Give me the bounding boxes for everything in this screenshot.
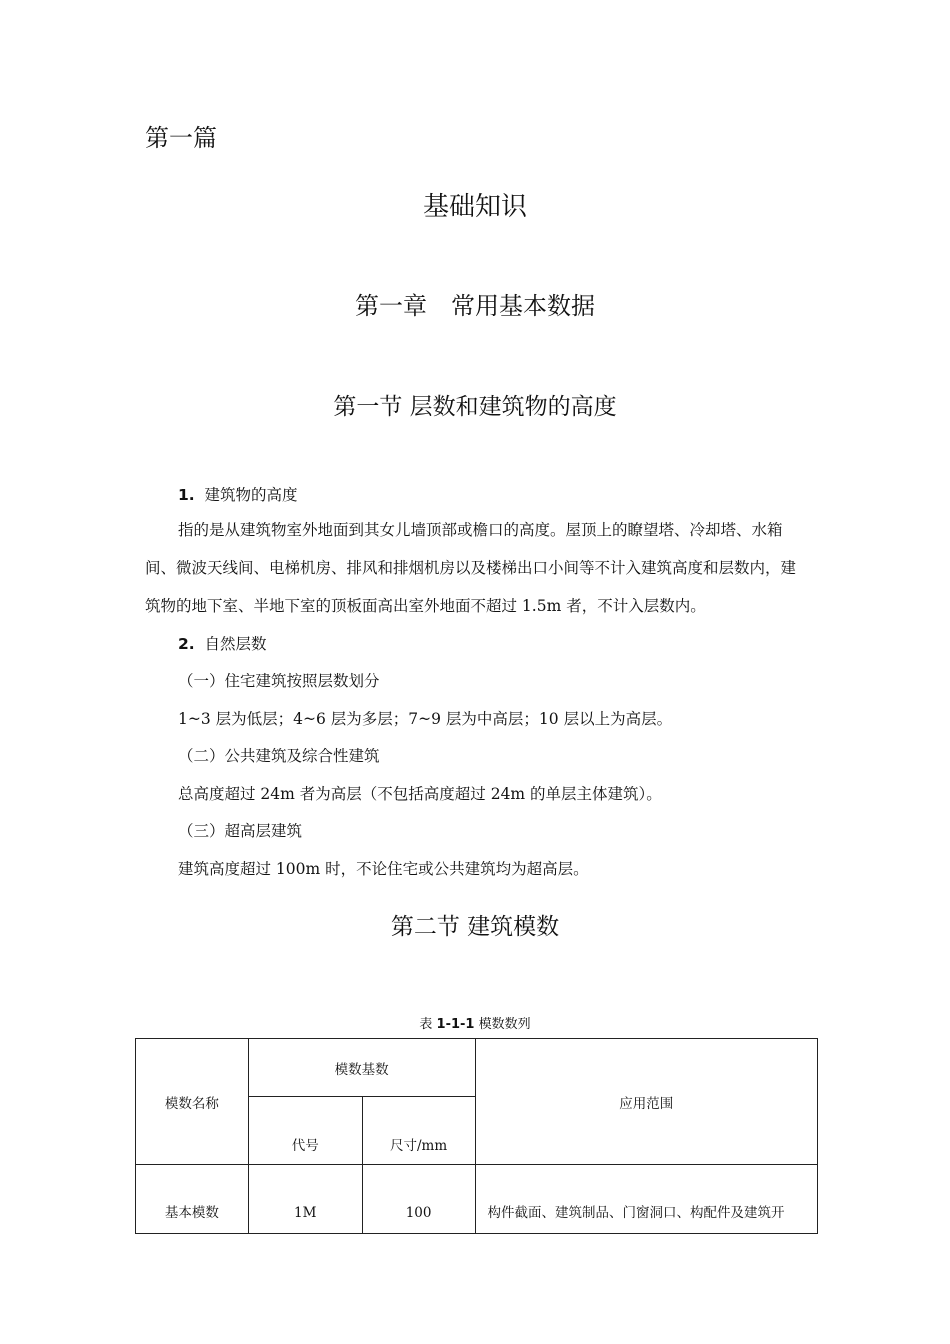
sub2-text: 总高度超过 24m 者为高层（不包括高度超过 24m 的单层主体建筑）。 [178,785,662,803]
table-caption-prefix: 表 [419,1017,433,1032]
row-size-cell: 100 [362,1165,475,1234]
chapter-title: 第一章 常用基本数据 [355,292,595,320]
header-size-cell: 尺寸/mm [362,1097,475,1165]
table-caption [0,1013,950,1032]
row-name-cell: 基本模数 [136,1165,249,1234]
fundamentals-title: 基础知识 [422,192,527,222]
item1-paragraph: 指的是从建筑物室外地面到其女儿墙顶部或檐口的高度。屋顶上的瞭望塔、冷却塔、水箱间、微波天线间、电梯机房、排风和排烟机房以及楼梯出口小间等不计入建筑高度和层数内，建筑物的地下室、半地下室的顶板面高出室外地面不超过 1.5m 者，不计入层数内。 [145,521,797,615]
sub1-text: 1~3 层为低层；4~6 层为多层；7~9 层为中高层；10 层以上为高层。 [178,710,673,728]
row-code-cell: 1M [248,1165,362,1234]
item1-title: 建筑物的高度 [204,486,298,504]
table-row [136,1165,818,1234]
header-name-cell: 模数名称 [136,1039,249,1165]
item2-title: 自然层数 [204,635,267,653]
row-scope-cell: 构件截面、建筑制品、门窗洞口、构配件及建筑开 [475,1165,817,1234]
item2-heading [178,632,267,654]
part-label: 第一篇 [145,124,217,152]
header-base-cell: 模数基数 [248,1039,475,1097]
section2-title: 第二节 建筑模数 [390,914,560,940]
sub3-text: 建筑高度超过 100m 时，不论住宅或公共建筑均为超高层。 [178,860,589,878]
table-caption-text: 模数数列 [478,1017,531,1032]
sub3-title: （三）超高层建筑 [178,822,303,840]
item2-number: 2. [178,635,195,653]
sub2-title: （二）公共建筑及综合性建筑 [178,747,380,765]
header-scope-cell: 应用范围 [475,1039,817,1165]
section1-title: 第一节 层数和建筑物的高度 [333,394,617,420]
item1-number: 1. [178,486,195,504]
table-header-row [136,1039,818,1097]
header-code-cell: 代号 [248,1097,362,1165]
sub1-title: （一）住宅建筑按照层数划分 [178,672,380,690]
modulus-table [135,1038,818,1234]
table-caption-number: 1-1-1 [436,1017,475,1032]
item1-heading [178,483,298,505]
